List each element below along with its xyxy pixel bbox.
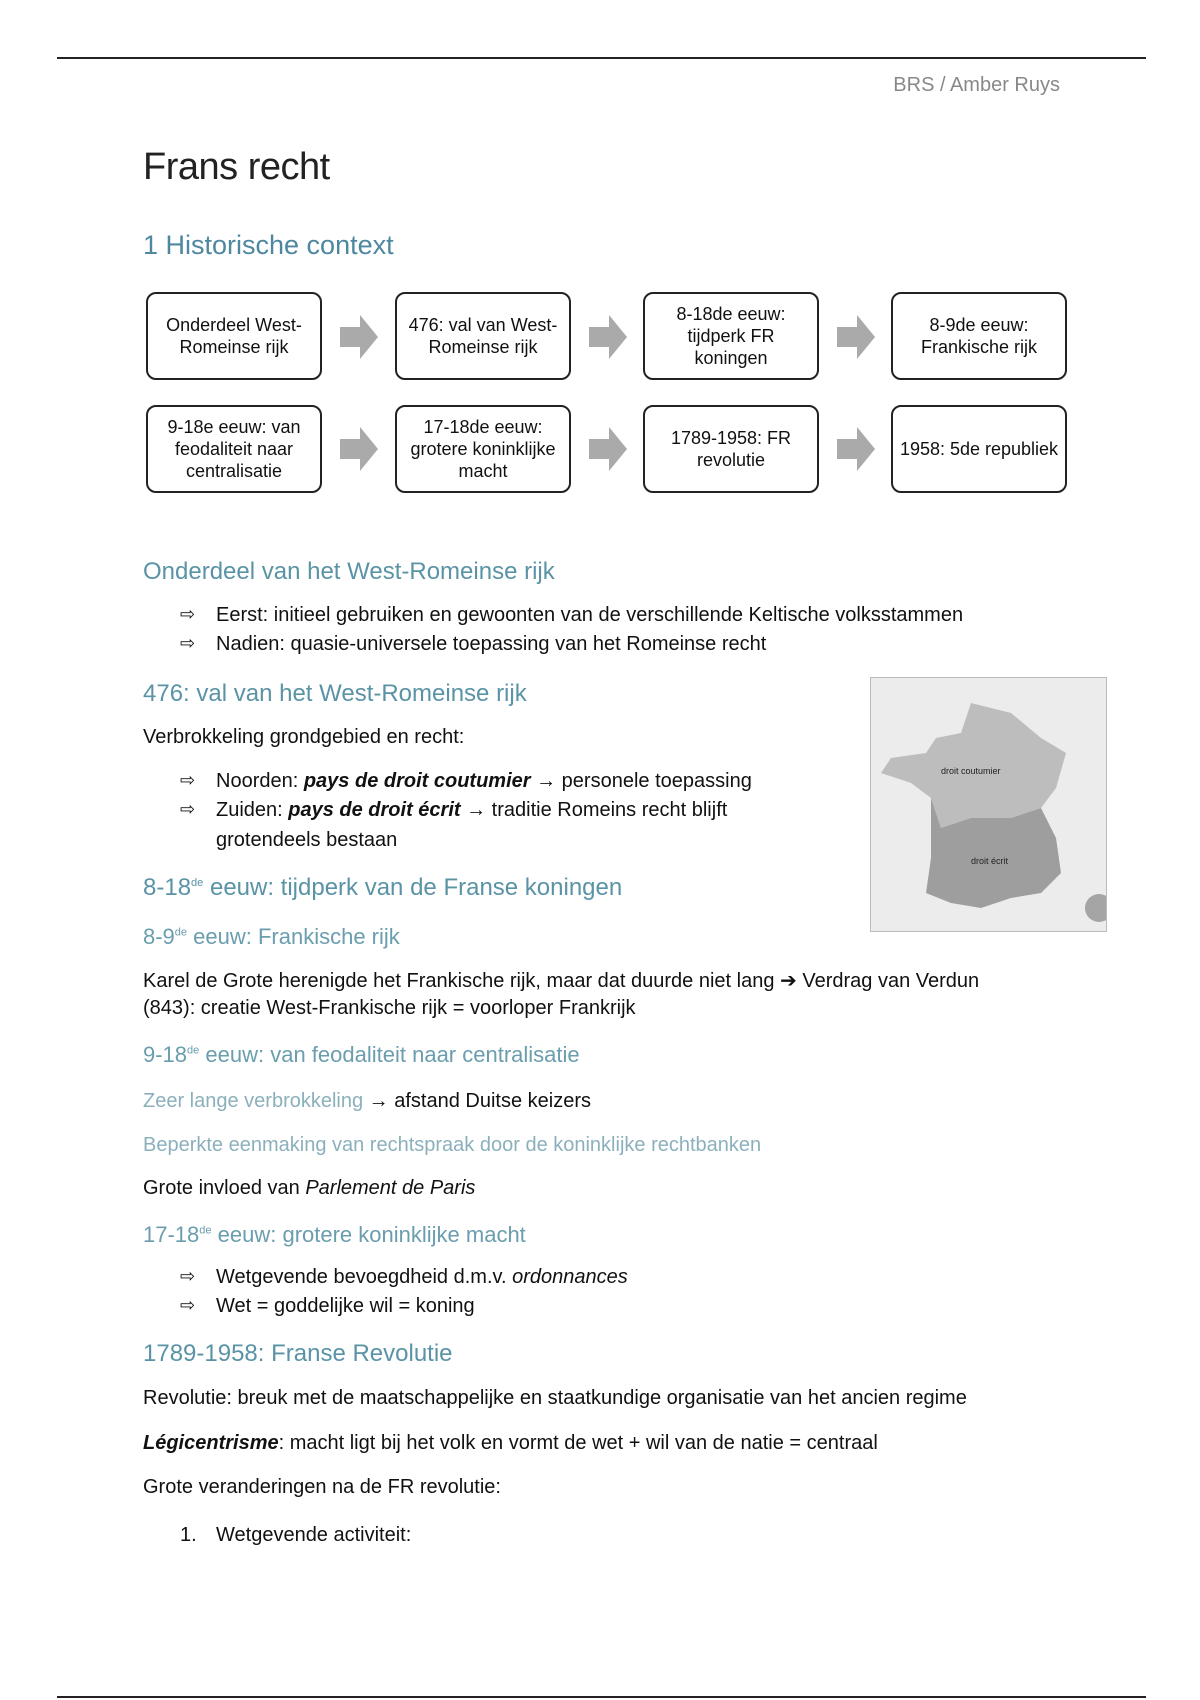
flow-box: 9-18e eeuw: van feodaliteit naar centralisatie	[146, 405, 322, 493]
arrow-bullet-icon: ⇨	[180, 633, 196, 653]
paragraph: Zeer lange verbrokkeling → afstand Duitse keizers	[143, 1090, 591, 1112]
arrow-bullet-icon: ⇨	[180, 770, 196, 790]
paragraph: Revolutie: breuk met de maatschappelijke en staatkundige organisatie van het ancien regime	[143, 1387, 967, 1409]
flow-box: Onderdeel West-Romeinse rijk	[146, 292, 322, 380]
list-number: 1.	[180, 1524, 197, 1546]
paragraph: Beperkte eenmaking van rechtspraak door de koninklijke rechtbanken	[143, 1134, 762, 1156]
subheading: 1789-1958: Franse Revolutie	[143, 1340, 453, 1367]
flow-box: 8-18de eeuw: tijdperk FR koningen	[643, 292, 819, 380]
paragraph: Légicentrisme: macht ligt bij het volk en vormt de wet + wil van de natie = centraal	[143, 1432, 878, 1454]
map-label-south: droit écrit	[971, 856, 1009, 866]
france-law-map	[870, 677, 1107, 932]
bullet-continuation: grotendeels bestaan	[216, 829, 398, 851]
subheading: 17-18de eeuw: grotere koninklijke macht	[143, 1222, 526, 1247]
bullet-item: ⇨ Noorden: pays de droit coutumier → personele toepassing	[180, 770, 752, 792]
bullet-item: ⇨ Zuiden: pays de droit écrit → traditie Romeins recht blijft	[180, 799, 728, 821]
page-title: Frans recht	[143, 146, 330, 188]
arrow-right-icon	[837, 425, 877, 473]
flow-box: 17-18de eeuw: grotere koninklijke macht	[395, 405, 571, 493]
section-heading: 1 Historische context	[143, 230, 394, 260]
paragraph: Grote invloed van Parlement de Paris	[143, 1177, 476, 1199]
bullet-item: ⇨ Eerst: initieel gebruiken en gewoonten van de verschillende Keltische volksstammen	[180, 604, 964, 626]
page-header: BRS / Amber Ruys	[893, 74, 1060, 96]
list-item: Wetgevende activiteit:	[216, 1524, 412, 1546]
arrow-bullet-icon: ⇨	[180, 604, 196, 624]
france-map-image	[871, 678, 1106, 931]
map-label-north: droit coutumier	[941, 766, 1001, 776]
arrow-bullet-icon: ⇨	[180, 1266, 196, 1286]
subheading: 8-9de eeuw: Frankische rijk	[143, 924, 400, 949]
subheading: Onderdeel van het West-Romeinse rijk	[143, 558, 555, 585]
arrow-bullet-icon: ⇨	[180, 1295, 196, 1315]
arrow-right-icon	[340, 425, 380, 473]
subheading: 476: val van het West-Romeinse rijk	[143, 680, 527, 707]
bullet-item: ⇨ Nadien: quasie-universele toepassing van het Romeinse recht	[180, 633, 767, 655]
subheading: 9-18de eeuw: van feodaliteit naar centralisatie	[143, 1042, 580, 1067]
arrow-right-icon	[589, 313, 629, 361]
paragraph: Karel de Grote herenigde het Frankische rijk, maar dat duurde niet lang ➔ Verdrag van Verdun	[143, 970, 980, 992]
bullet-item: ⇨ Wet = goddelijke wil = koning	[180, 1295, 475, 1317]
arrow-right-icon	[589, 425, 629, 473]
paragraph: (843): creatie West-Frankische rijk = voorloper Frankrijk	[143, 997, 636, 1019]
paragraph: Verbrokkeling grondgebied en recht:	[143, 726, 465, 748]
arrow-right-icon	[340, 313, 380, 361]
bottom-rule	[57, 1696, 1146, 1698]
flow-box: 8-9de eeuw: Frankische rijk	[891, 292, 1067, 380]
top-rule	[57, 57, 1146, 59]
bullet-item: ⇨ Wetgevende bevoegdheid d.m.v. ordonnances	[180, 1266, 628, 1288]
arrow-right-icon	[837, 313, 877, 361]
arrow-bullet-icon: ⇨	[180, 799, 196, 819]
flow-box: 1789-1958: FR revolutie	[643, 405, 819, 493]
subheading: 8-18de eeuw: tijdperk van de Franse koningen	[143, 874, 623, 901]
paragraph: Grote veranderingen na de FR revolutie:	[143, 1476, 501, 1498]
flow-box: 1958: 5de republiek	[891, 405, 1067, 493]
flow-box: 476: val van West-Romeinse rijk	[395, 292, 571, 380]
